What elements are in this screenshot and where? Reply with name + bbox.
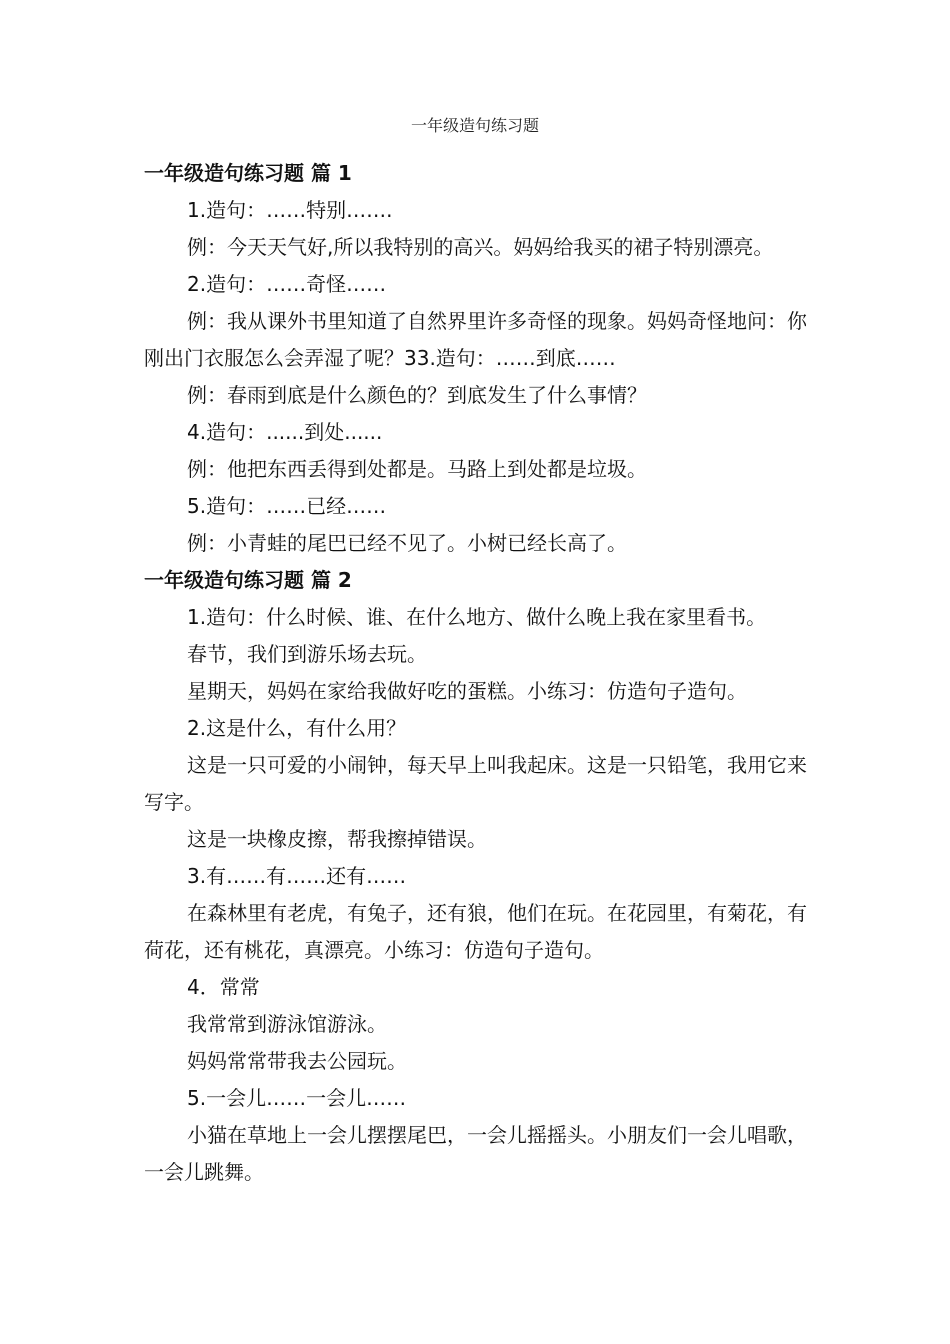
section-1-paragraph-8: 5.造句：……已经…… <box>187 494 387 518</box>
section-1-paragraph-9: 例：小青蛙的尾巴已经不见了。小树已经长高了。 <box>187 531 627 555</box>
section-2-paragraph-2: 春节，我们到游乐场去玩。 <box>187 642 427 666</box>
section-2-paragraph-7: 3.有……有……还有…… <box>187 864 407 888</box>
section-2-paragraph-4: 2.这是什么，有什么用？ <box>187 716 407 740</box>
section-2-paragraph-10: 我常常到游泳馆游泳。 <box>187 1012 387 1036</box>
section-1-paragraph-5: 例：春雨到底是什么颜色的？到底发生了什么事情？ <box>187 383 647 407</box>
section-2-heading: 一年级造句练习题 篇 2 <box>144 568 352 592</box>
section-2-paragraph-12: 5.一会儿……一会儿…… <box>187 1086 407 1110</box>
section-2-paragraph-8: 在森林里有老虎，有兔子，还有狼，他们在玩。在花园里，有菊花，有荷花，还有桃花，真漂亮。小练习：仿造句子造句。 <box>144 901 807 962</box>
section-2-paragraph-3: 星期天，妈妈在家给我做好吃的蛋糕。小练习：仿造句子造句。 <box>187 679 747 703</box>
section-1-paragraph-6: 4.造句：......到处...... <box>187 420 383 444</box>
document-body <box>144 155 824 1191</box>
section-2-paragraph-9: 4．常常 <box>187 975 260 999</box>
document-title: 一年级造句练习题 <box>410 116 539 135</box>
section-1-heading: 一年级造句练习题 篇 1 <box>144 161 352 185</box>
section-1-paragraph-7: 例：他把东西丢得到处都是。马路上到处都是垃圾。 <box>187 457 647 481</box>
section-1-paragraph-1: 1.造句：……特别……. <box>187 198 393 222</box>
section-2-paragraph-11: 妈妈常常带我去公园玩。 <box>187 1049 407 1073</box>
section-1-paragraph-3: 2.造句：……奇怪…… <box>187 272 387 296</box>
section-2-paragraph-1: 1.造句：什么时候、谁、在什么地方、做什么晚上我在家里看书。 <box>187 605 767 629</box>
section-1-paragraph-2: 例：今天天气好,所以我特别的高兴。妈妈给我买的裙子特别漂亮。 <box>187 235 774 259</box>
section-1-paragraph-4: 例：我从课外书里知道了自然界里许多奇怪的现象。妈妈奇怪地问：你刚出门衣服怎么会弄湿了呢？33.造句：……到底…… <box>144 309 807 370</box>
section-2-paragraph-13: 小猫在草地上一会儿摆摆尾巴，一会儿摇摇头。小朋友们一会儿唱歌，一会儿跳舞。 <box>144 1123 807 1184</box>
section-2-paragraph-6: 这是一块橡皮擦，帮我擦掉错误。 <box>187 827 487 851</box>
section-2-paragraph-5: 这是一只可爱的小闹钟，每天早上叫我起床。这是一只铅笔，我用它来写字。 <box>144 753 807 814</box>
